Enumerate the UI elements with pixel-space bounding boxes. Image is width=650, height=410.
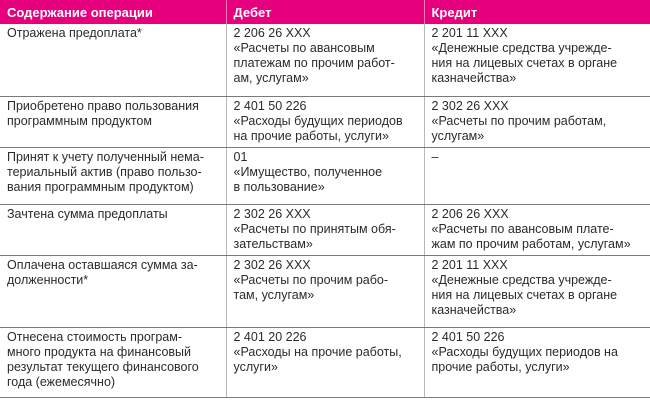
header-debit: Дебет — [226, 0, 424, 24]
cell-debit — [226, 255, 424, 327]
cell-debit — [226, 204, 424, 255]
cell-text-line: 2 401 50 226 — [431, 329, 505, 344]
cell-text-line: «Расчеты по принятым обя- — [233, 221, 396, 236]
cell-text-line: много продукта на финансовый — [7, 344, 192, 359]
cell-text-line: ам, услугам» — [233, 71, 309, 85]
cell-text-line: 2 206 26 ХХХ — [431, 206, 509, 221]
cell-text-line: результат текущего финансового — [7, 359, 199, 374]
cell-text-line: услугам» — [431, 128, 485, 143]
cell-operation — [0, 327, 226, 397]
cell-text-line: «Расходы будущих периодов на — [431, 344, 618, 359]
table-row — [0, 255, 650, 327]
cell-text-line: «Расчеты по авансовым — [233, 41, 375, 55]
cell-text-line: услуги» — [233, 359, 278, 374]
header-credit: Кредит — [424, 0, 650, 24]
cell-text-line: ния на лицевых счетах в органе — [431, 56, 618, 70]
cell-text-line: Оплачена оставшаяся сумма за- — [7, 257, 198, 272]
cell-credit — [424, 96, 650, 147]
cell-text-line: там, услугам» — [233, 287, 315, 302]
cell-text-line: вания программным продуктом) — [7, 179, 194, 194]
table-row — [0, 204, 650, 255]
cell-text-line: – — [431, 149, 439, 164]
cell-text-line: Принят к учету полученный нема- — [7, 149, 204, 164]
cell-text-line: «Денежные средства учрежде- — [431, 272, 612, 287]
cell-credit — [424, 24, 650, 96]
cell-text-line: жам по прочим работам, услугам» — [431, 236, 631, 251]
cell-text-line: долженности* — [7, 272, 89, 287]
cell-text-line: прочие работы, услуги» — [431, 359, 570, 374]
cell-text-line: 2 401 20 226 — [233, 329, 307, 344]
cell-text-line: 2 302 26 ХХХ — [233, 257, 311, 272]
cell-text-line: «Расчеты по прочим рабо- — [233, 272, 388, 287]
cell-text-line: ния на лицевых счетах в органе — [431, 287, 618, 302]
cell-text-line: «Расчеты по авансовым плате- — [431, 221, 614, 236]
cell-text-line: на прочие работы, услуги» — [233, 128, 389, 143]
cell-text-line: териальный актив (право пользо- — [7, 164, 202, 179]
table-row — [0, 147, 650, 204]
cell-text-line: 2 206 26 ХХХ — [233, 26, 311, 40]
cell-text-line: казначейства» — [431, 71, 517, 85]
cell-text-line: Зачтена сумма предоплаты — [7, 206, 168, 221]
table-header-row — [0, 0, 650, 24]
cell-debit — [226, 327, 424, 397]
cell-operation — [0, 96, 226, 147]
cell-text-line: Отнесена стоимость програм- — [7, 329, 182, 344]
cell-text-line: 2 302 26 ХХХ — [431, 98, 509, 113]
cell-text-line: «Расчеты по прочим работам, — [431, 113, 607, 128]
cell-credit — [424, 255, 650, 327]
cell-text-line: 2 302 26 ХХХ — [233, 206, 311, 221]
cell-credit — [424, 327, 650, 397]
cell-text-line: 2 201 11 ХХХ — [431, 257, 508, 272]
table-row — [0, 96, 650, 147]
cell-text-line: казначейства» — [431, 302, 517, 317]
cell-debit — [226, 147, 424, 204]
cell-text-line: зательствам» — [233, 236, 313, 251]
cell-text-line: 2 201 11 ХХХ — [431, 26, 508, 40]
cell-text-line: «Денежные средства учрежде- — [431, 41, 612, 55]
cell-text-line: платежам по прочим работ- — [233, 56, 395, 70]
cell-credit — [424, 204, 650, 255]
cell-text-line: 2 401 50 226 — [233, 98, 307, 113]
cell-text-line: в пользование» — [233, 179, 325, 194]
header-operation: Содержание операции — [0, 0, 226, 24]
table-row — [0, 24, 650, 96]
cell-text-line: Отражена предоплата* — [7, 26, 142, 40]
table-row — [0, 327, 650, 397]
cell-credit — [424, 147, 650, 204]
cell-text-line: Приобретено право пользования — [7, 98, 199, 113]
cell-text-line: 01 — [233, 149, 248, 164]
cell-operation — [0, 255, 226, 327]
cell-text-line: программным продуктом — [7, 113, 152, 128]
cell-debit — [226, 24, 424, 96]
cell-text-line: «Расходы на прочие работы, — [233, 344, 402, 359]
cell-operation — [0, 147, 226, 204]
cell-text-line: года (ежемесячно) — [7, 374, 116, 389]
cell-operation — [0, 204, 226, 255]
cell-operation — [0, 24, 226, 96]
cell-text-line: «Имущество, полученное — [233, 164, 383, 179]
cell-text-line: «Расходы будущих периодов — [233, 113, 403, 128]
cell-debit — [226, 96, 424, 147]
